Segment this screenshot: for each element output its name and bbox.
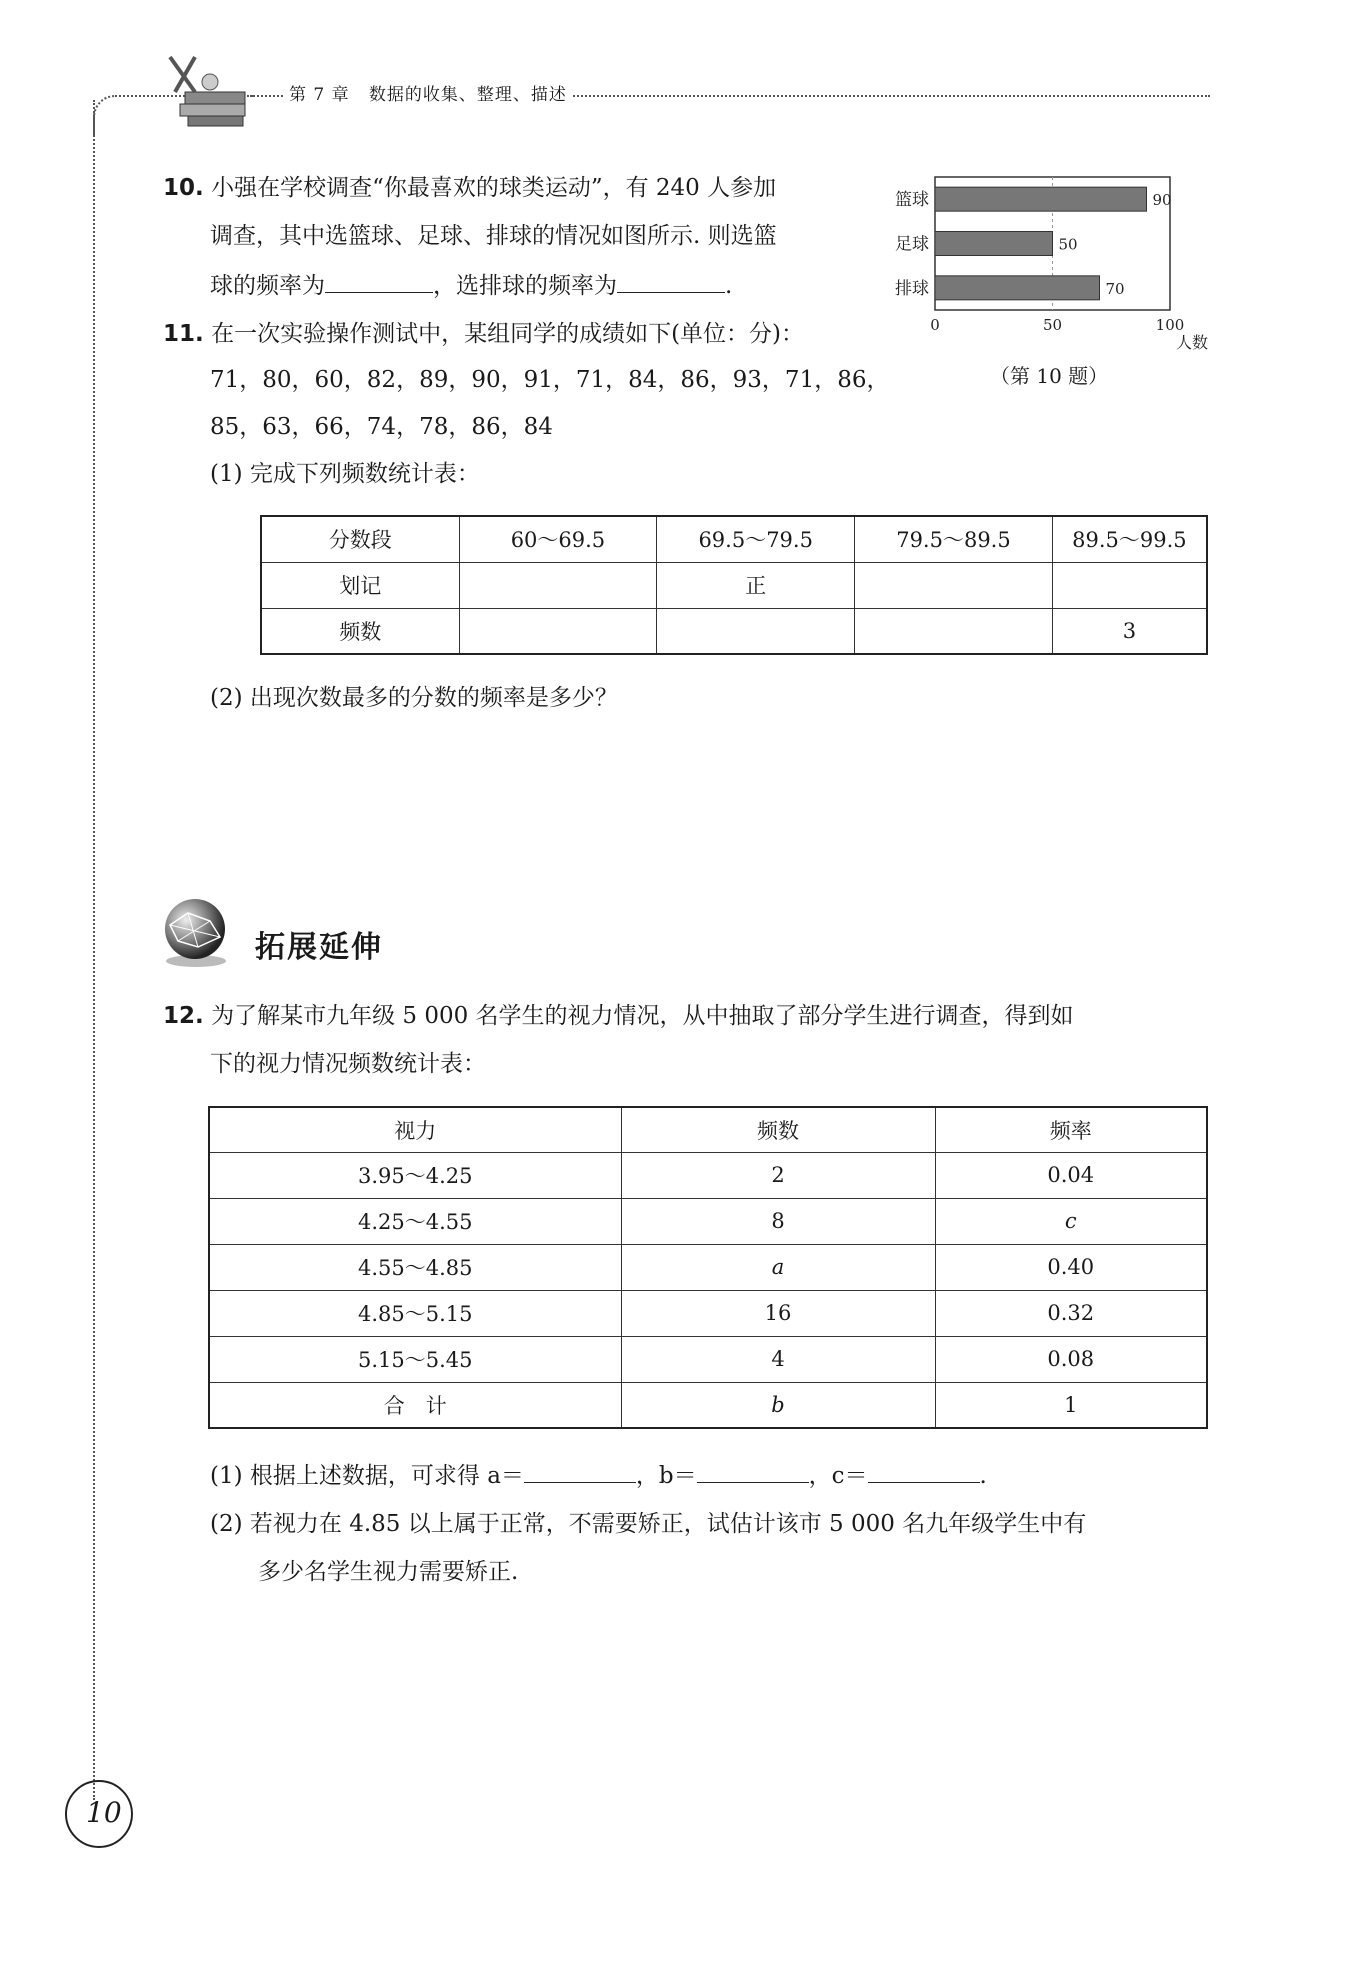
q12-part1-text-c: ，c＝ bbox=[808, 1463, 868, 1489]
table-cell: 16 bbox=[621, 1290, 935, 1336]
table-cell: 69.5～79.5 bbox=[657, 516, 855, 562]
table-cell: c bbox=[935, 1198, 1207, 1244]
chart-tick-label: 50 bbox=[1042, 316, 1063, 334]
q12-part1-text-b: ，b＝ bbox=[635, 1463, 697, 1489]
table-cell: b bbox=[621, 1382, 935, 1428]
table-cell: 频数 bbox=[261, 608, 459, 654]
chart-bar-0 bbox=[935, 187, 1147, 211]
page-number: 10 bbox=[86, 1796, 122, 1829]
table-cell: 3.95～4.25 bbox=[209, 1152, 621, 1198]
table-row bbox=[209, 1244, 1207, 1290]
table-cell[interactable] bbox=[1052, 562, 1207, 608]
q12-blank-c[interactable] bbox=[868, 1458, 980, 1483]
q11-text-line1: 在一次实验操作测试中，某组同学的成绩如下(单位：分)： bbox=[211, 321, 805, 347]
table-cell[interactable] bbox=[459, 608, 657, 654]
q11-data-line1: 71，80，60，82，89，90，91，71，84，86，93，71，86， bbox=[210, 367, 890, 393]
q10-text-b: ，选排球的频率为 bbox=[433, 273, 617, 299]
q10-blank-volleyball[interactable] bbox=[617, 268, 725, 293]
table-cell[interactable] bbox=[657, 608, 855, 654]
q12-part1-text-d: . bbox=[979, 1463, 987, 1489]
chart-data-label: 90 bbox=[1152, 191, 1172, 210]
q11-part2: (2) 出现次数最多的分数的频率是多少？ bbox=[210, 685, 618, 711]
q12-vision-table bbox=[208, 1106, 1208, 1429]
chapter-title: 数据的收集、整理、描述 bbox=[368, 85, 567, 105]
chart-bar-2 bbox=[935, 276, 1100, 300]
table-header-cell: 视力 bbox=[209, 1107, 621, 1152]
table-row bbox=[209, 1152, 1207, 1198]
table-cell: 79.5～89.5 bbox=[855, 516, 1053, 562]
q10-bar-chart bbox=[885, 175, 1225, 355]
q12-line1 bbox=[163, 1000, 1074, 1032]
q10-blank-basketball[interactable] bbox=[325, 268, 433, 293]
q11-number: 11. bbox=[163, 321, 204, 347]
q10-line3 bbox=[210, 268, 732, 302]
table-total-row bbox=[209, 1382, 1207, 1428]
table-cell[interactable] bbox=[855, 562, 1053, 608]
q10-text-line1: 小强在学校调查“你最喜欢的球类运动”，有 240 人参加 bbox=[211, 175, 777, 201]
chart-category-label: 足球 bbox=[895, 234, 929, 255]
q11-data-line2: 85，63，66，74，78，86，84 bbox=[210, 414, 553, 440]
q11-line1 bbox=[163, 318, 804, 350]
table-cell: 60～69.5 bbox=[459, 516, 657, 562]
table-cell[interactable] bbox=[855, 608, 1053, 654]
table-header-row bbox=[209, 1107, 1207, 1152]
q11-part1: (1) 完成下列频数统计表： bbox=[210, 461, 480, 487]
table-cell: 0.32 bbox=[935, 1290, 1207, 1336]
margin-dotted-line bbox=[93, 100, 95, 1800]
chart-tick-label: 100 bbox=[1155, 316, 1185, 334]
table-cell: 合 计 bbox=[209, 1382, 621, 1428]
chart-bar-1 bbox=[935, 232, 1053, 256]
q12-part1 bbox=[210, 1458, 987, 1492]
q12-part1-text-a: (1) 根据上述数据，可求得 a＝ bbox=[210, 1463, 524, 1489]
chart-category-label: 排球 bbox=[895, 278, 929, 299]
table-row bbox=[261, 562, 1207, 608]
table-row bbox=[209, 1336, 1207, 1382]
table-row bbox=[209, 1198, 1207, 1244]
q12-part2-line1: (2) 若视力在 4.85 以上属于正常，不需要矫正，试估计该市 5 000 名九年级学生中有 bbox=[210, 1511, 1087, 1537]
q12-number: 12. bbox=[163, 1003, 204, 1029]
table-cell[interactable]: 正 bbox=[657, 562, 855, 608]
books-icon bbox=[150, 52, 255, 132]
chapter-header bbox=[283, 80, 573, 105]
q12-text-line1: 为了解某市九年级 5 000 名学生的视力情况，从中抽取了部分学生进行调查，得到如 bbox=[211, 1003, 1074, 1029]
table-header-cell: 频数 bbox=[621, 1107, 935, 1152]
q12-text-line2: 下的视力情况频数统计表： bbox=[210, 1051, 486, 1077]
q10-line1 bbox=[163, 172, 776, 204]
section-title: 拓展延伸 bbox=[255, 930, 383, 965]
q12-part2-line2: 多少名学生视力需要矫正. bbox=[258, 1559, 519, 1585]
q12-blank-b[interactable] bbox=[697, 1458, 809, 1483]
table-header-cell: 频率 bbox=[935, 1107, 1207, 1152]
table-cell: 3 bbox=[1052, 608, 1207, 654]
table-cell: 1 bbox=[935, 1382, 1207, 1428]
q10-text-c: . bbox=[725, 273, 733, 299]
chapter-number: 第 7 章 bbox=[289, 85, 350, 105]
globe-icon bbox=[158, 895, 233, 970]
table-cell: a bbox=[621, 1244, 935, 1290]
chart-caption: （第 10 题） bbox=[990, 364, 1109, 388]
table-cell: 89.5～99.5 bbox=[1052, 516, 1207, 562]
q10-number: 10. bbox=[163, 175, 204, 201]
table-cell: 4.55～4.85 bbox=[209, 1244, 621, 1290]
table-cell: 2 bbox=[621, 1152, 935, 1198]
table-cell: 5.15～5.45 bbox=[209, 1336, 621, 1382]
table-cell: 0.04 bbox=[935, 1152, 1207, 1198]
table-row bbox=[261, 608, 1207, 654]
q12-blank-a[interactable] bbox=[524, 1458, 636, 1483]
table-cell[interactable] bbox=[459, 562, 657, 608]
table-cell: 0.08 bbox=[935, 1336, 1207, 1382]
q10-text-line2: 调查，其中选篮球、足球、排球的情况如图所示. 则选篮 bbox=[210, 223, 777, 249]
q10-text-a: 球的频率为 bbox=[210, 273, 325, 299]
table-row bbox=[209, 1290, 1207, 1336]
chart-data-label: 50 bbox=[1058, 235, 1078, 254]
table-cell: 分数段 bbox=[261, 516, 459, 562]
chart-category-label: 篮球 bbox=[895, 190, 929, 211]
table-cell: 8 bbox=[621, 1198, 935, 1244]
table-row bbox=[261, 516, 1207, 562]
table-cell: 4.85～5.15 bbox=[209, 1290, 621, 1336]
chart-data-label: 70 bbox=[1105, 279, 1125, 298]
table-cell: 4.25～4.55 bbox=[209, 1198, 621, 1244]
table-cell: 划记 bbox=[261, 562, 459, 608]
chart-x-axis-label: 人数 bbox=[1175, 333, 1209, 352]
table-cell: 0.40 bbox=[935, 1244, 1207, 1290]
table-cell: 4 bbox=[621, 1336, 935, 1382]
chart-tick-label: 0 bbox=[930, 316, 940, 334]
q11-frequency-table bbox=[260, 515, 1208, 655]
